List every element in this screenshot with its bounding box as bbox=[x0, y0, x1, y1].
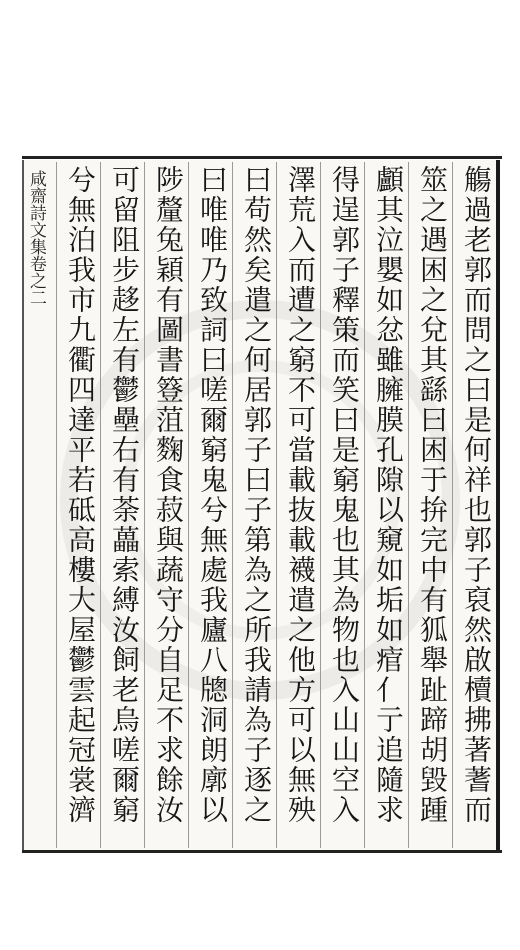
column-rule bbox=[452, 162, 453, 848]
text-column: 陟釐兔穎有圖書簦菹麴食菽與蔬守分自足不求餘汝 bbox=[152, 165, 185, 825]
text-column: 觴過老郭而問之曰是何祥也郭子裒然啟櫝拂著蓍而 bbox=[460, 165, 493, 825]
column-rule bbox=[232, 162, 233, 848]
text-column: 可留阻步趍左有鬱壘右有荼藟索縛汝飼老烏嗟爾窮 bbox=[108, 165, 141, 825]
column-rule bbox=[100, 162, 101, 848]
column-rule bbox=[364, 162, 365, 848]
column-rule bbox=[188, 162, 189, 848]
column-rule bbox=[408, 162, 409, 848]
text-column: 得逞郭子釋策而笑曰是窮鬼也其為物也入山山空入 bbox=[328, 165, 361, 825]
book-margin-title: 咸齋詩文集卷之二 bbox=[26, 170, 46, 306]
text-column: 顱其泣嬰如忿雖臃膜孔隙以窺如垢如痯亻亍追隨求 bbox=[372, 165, 405, 825]
text-column: 澤荒入而遭之窮不可當載抜載襪遣之他方可以無殃 bbox=[284, 165, 317, 825]
column-rule bbox=[320, 162, 321, 848]
top-border-line bbox=[22, 156, 502, 159]
column-rule bbox=[276, 162, 277, 848]
text-column: 筮之遇困之兌其繇曰困于拚完中有狐舉趾蹄胡毀踵 bbox=[416, 165, 449, 825]
text-column: 曰唯唯乃致詞曰嗟爾窮鬼兮無處我廬八牕洞朗廓以 bbox=[196, 165, 229, 825]
text-column: 曰苟然矣遣之何居郭子曰子第為之所我請為子逐之 bbox=[240, 165, 273, 825]
column-rule bbox=[56, 162, 57, 848]
column-rule bbox=[144, 162, 145, 848]
bottom-border-line bbox=[22, 850, 502, 853]
text-column: 兮無泊我市九衢四達平若砥高樓大屋鬱雲起冠裳濟 bbox=[64, 165, 97, 825]
